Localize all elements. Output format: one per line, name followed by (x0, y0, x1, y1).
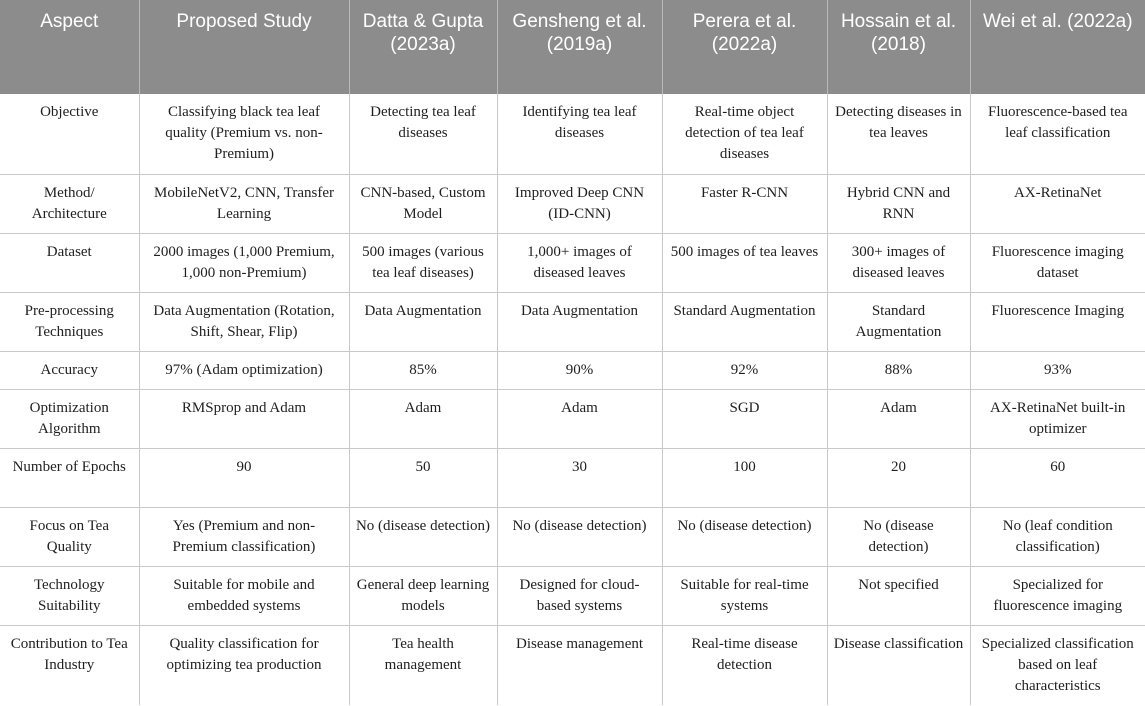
table-cell: Specialized for fluorescence imaging (970, 566, 1145, 625)
table-cell: Improved Deep CNN (ID-CNN) (497, 174, 662, 233)
table-cell: Not specified (827, 566, 970, 625)
table-cell: 85% (349, 351, 497, 389)
aspect-cell: Focus on Tea Quality (0, 507, 139, 566)
table-cell: Disease classification (827, 625, 970, 705)
table-body (0, 94, 1145, 705)
table-cell: No (disease detection) (827, 507, 970, 566)
table-cell: AX-RetinaNet built-in optimizer (970, 389, 1145, 448)
table-cell: 93% (970, 351, 1145, 389)
table-cell: Fluorescence-based tea leaf classification (970, 94, 1145, 174)
table-row (0, 94, 1145, 174)
table-cell: AX-RetinaNet (970, 174, 1145, 233)
table-cell: Detecting diseases in tea leaves (827, 94, 970, 174)
header-datta-gupta: Datta & Gupta (2023a) (349, 0, 497, 94)
table-cell: Suitable for real-time systems (662, 566, 827, 625)
table-cell: 30 (497, 448, 662, 507)
table-cell: Real-time disease detection (662, 625, 827, 705)
table-cell: Adam (827, 389, 970, 448)
table-cell: 97% (Adam optimization) (139, 351, 349, 389)
aspect-cell: Optimization Algorithm (0, 389, 139, 448)
table-cell: Disease management (497, 625, 662, 705)
table-row (0, 351, 1145, 389)
table-cell: No (leaf condition classification) (970, 507, 1145, 566)
table-row (0, 625, 1145, 705)
aspect-cell: Objective (0, 94, 139, 174)
table-cell: Data Augmentation (497, 292, 662, 351)
table-cell: Designed for cloud-based systems (497, 566, 662, 625)
table-cell: Hybrid CNN and RNN (827, 174, 970, 233)
aspect-cell: Technology Suitability (0, 566, 139, 625)
table-cell: 2000 images (1,000 Premium, 1,000 non-Premium) (139, 233, 349, 292)
table-cell: 90 (139, 448, 349, 507)
table-cell: 92% (662, 351, 827, 389)
table-cell: Fluorescence imaging dataset (970, 233, 1145, 292)
table-cell: No (disease detection) (349, 507, 497, 566)
table-cell: 88% (827, 351, 970, 389)
header-gensheng: Gensheng et al. (2019a) (497, 0, 662, 94)
table-cell: Standard Augmentation (662, 292, 827, 351)
table-cell: 300+ images of diseased leaves (827, 233, 970, 292)
header-hossain: Hossain et al. (2018) (827, 0, 970, 94)
table-header (0, 0, 1145, 94)
table-cell: Standard Augmentation (827, 292, 970, 351)
aspect-cell: Pre-processing Techniques (0, 292, 139, 351)
table-cell: Fluorescence Imaging (970, 292, 1145, 351)
table-cell: Detecting tea leaf diseases (349, 94, 497, 174)
table-row (0, 448, 1145, 507)
table-cell: General deep learning models (349, 566, 497, 625)
table-cell: Quality classification for optimizing tea production (139, 625, 349, 705)
table-cell: Data Augmentation (Rotation, Shift, Shear, Flip) (139, 292, 349, 351)
table-row (0, 292, 1145, 351)
header-wei: Wei et al. (2022a) (970, 0, 1145, 94)
table-cell: 50 (349, 448, 497, 507)
table-cell: Adam (497, 389, 662, 448)
table-cell: 1,000+ images of diseased leaves (497, 233, 662, 292)
table-cell: Yes (Premium and non-Premium classification) (139, 507, 349, 566)
aspect-cell: Contribution to Tea Industry (0, 625, 139, 705)
table-cell: Suitable for mobile and embedded systems (139, 566, 349, 625)
table-cell: 500 images of tea leaves (662, 233, 827, 292)
table-cell: CNN-based, Custom Model (349, 174, 497, 233)
table-cell: MobileNetV2, CNN, Transfer Learning (139, 174, 349, 233)
table-cell: Data Augmentation (349, 292, 497, 351)
table-cell: Tea health management (349, 625, 497, 705)
table-cell: RMSprop and Adam (139, 389, 349, 448)
header-perera: Perera et al. (2022a) (662, 0, 827, 94)
table-cell: 20 (827, 448, 970, 507)
table-cell: Specialized classification based on leaf characteristics (981, 635, 1134, 694)
table-row (0, 233, 1145, 292)
table-cell: SGD (662, 389, 827, 448)
table-cell: No (disease detection) (662, 507, 827, 566)
aspect-cell: Method/ Architecture (0, 174, 139, 233)
aspect-cell: Dataset (0, 233, 139, 292)
aspect-cell: Accuracy (0, 351, 139, 389)
table-cell: 500 images (various tea leaf diseases) (349, 233, 497, 292)
table-row (0, 507, 1145, 566)
header-row (0, 0, 1145, 94)
aspect-cell: Number of Epochs (0, 448, 139, 507)
table-cell: Adam (349, 389, 497, 448)
table-row (0, 566, 1145, 625)
header-proposed-study: Proposed Study (139, 0, 349, 94)
table-cell: 100 (662, 448, 827, 507)
table-cell: Faster R-CNN (662, 174, 827, 233)
table-cell: Identifying tea leaf diseases (497, 94, 662, 174)
table-cell: Real-time object detection of tea leaf diseases (662, 94, 827, 174)
table-cell: No (disease detection) (497, 507, 662, 566)
table-row (0, 174, 1145, 233)
table-cell: Classifying black tea leaf quality (Premium vs. non-Premium) (139, 94, 349, 174)
header-aspect: Aspect (0, 0, 139, 94)
table-cell: 60 (970, 448, 1145, 507)
table-cell: 90% (497, 351, 662, 389)
table-row (0, 389, 1145, 448)
